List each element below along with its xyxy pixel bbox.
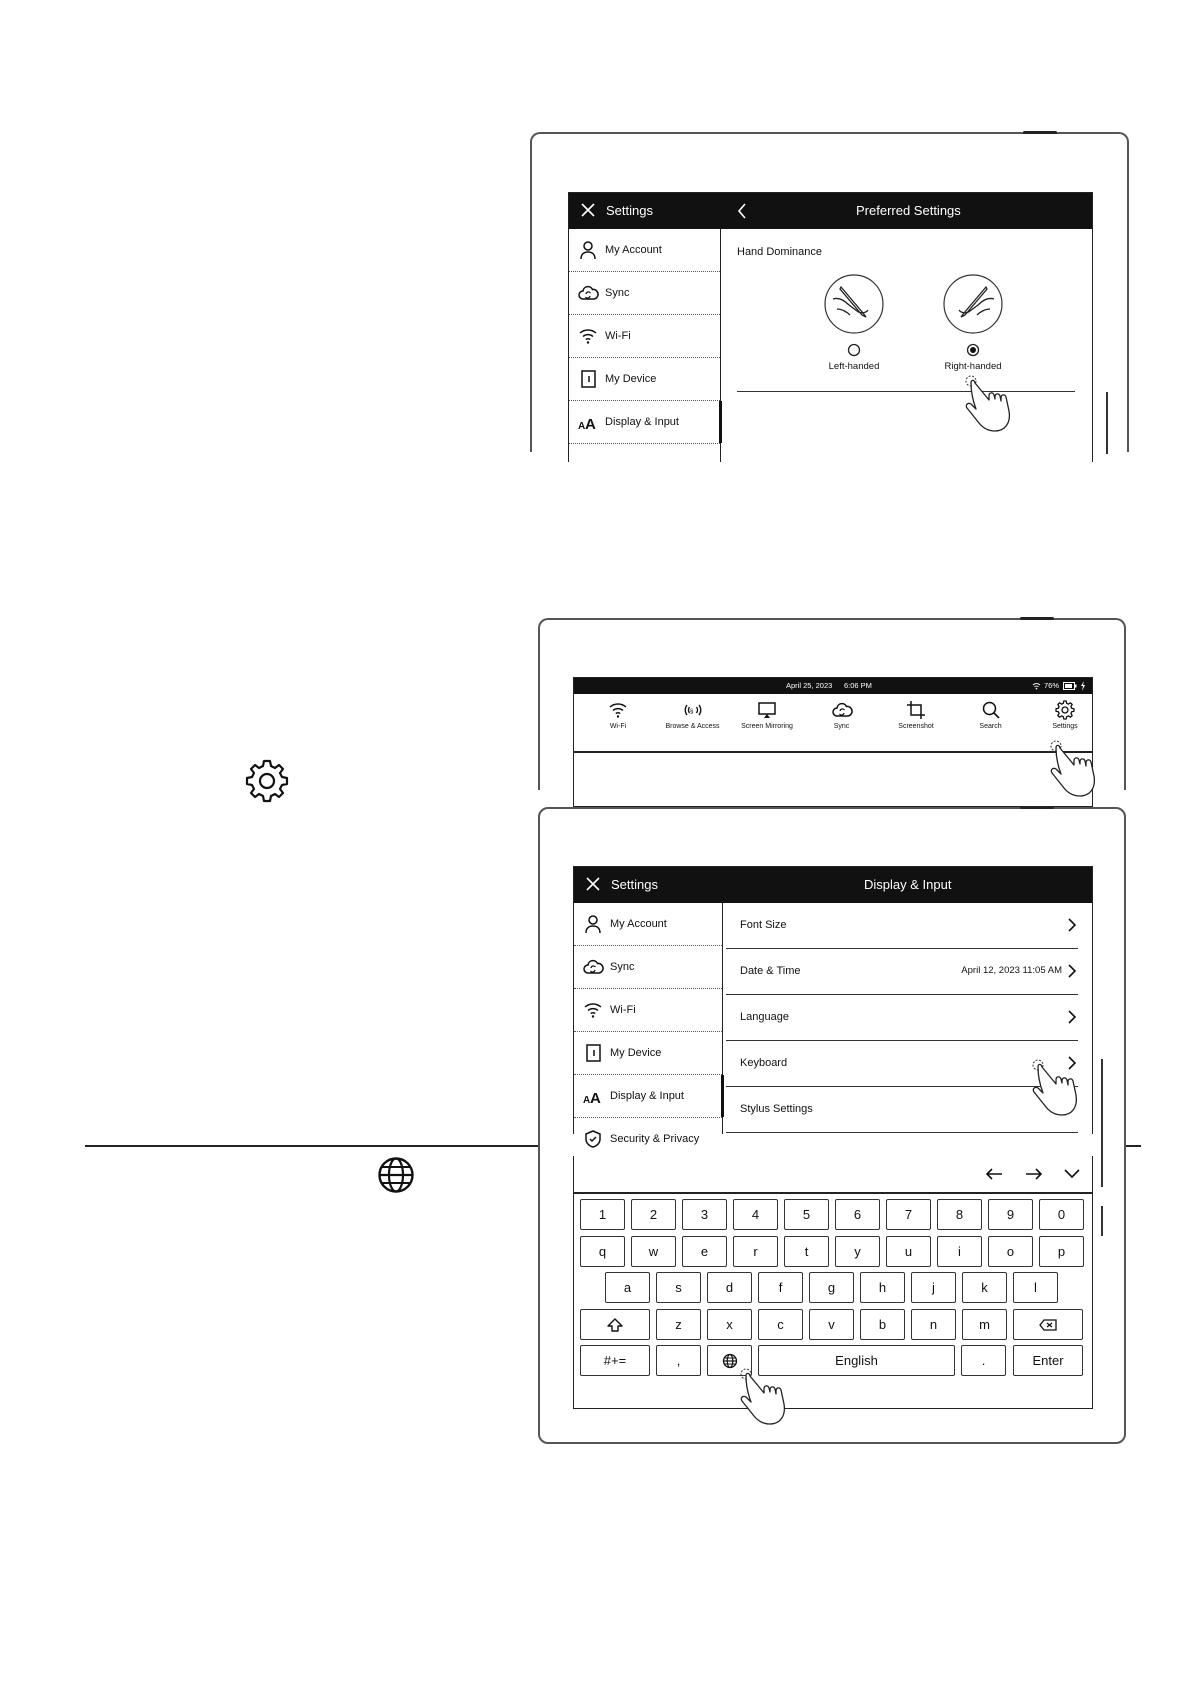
arrow-left-icon[interactable] (985, 1168, 1003, 1180)
key[interactable]: h (860, 1272, 905, 1303)
sidebar-item[interactable] (574, 1032, 722, 1075)
home-screen (573, 677, 1093, 807)
shield-icon (583, 1129, 603, 1149)
close-icon[interactable] (585, 876, 601, 892)
arrow-right-icon[interactable] (1025, 1168, 1043, 1180)
keyboard-screen (573, 1156, 1093, 1409)
key[interactable]: u (886, 1236, 931, 1267)
font-size-icon (578, 412, 598, 432)
section-rule (737, 391, 1075, 392)
key[interactable]: 9 (988, 1199, 1033, 1230)
chevron-right-icon (1066, 1009, 1078, 1025)
sidebar-item-label: Wi-Fi (605, 330, 631, 342)
quick-setting[interactable] (880, 700, 952, 730)
shift-key[interactable] (580, 1309, 650, 1340)
wifi-icon (583, 1000, 603, 1020)
tap-hand-icon (1044, 738, 1104, 808)
key[interactable]: w (631, 1236, 676, 1267)
left-handed-label: Left-handed (828, 361, 880, 372)
collapse-keyboard-icon[interactable] (1064, 1169, 1080, 1179)
sidebar-item-label: My Device (605, 373, 657, 385)
key[interactable]: 4 (733, 1199, 778, 1230)
sidebar-item-label: Display & Input (610, 1090, 684, 1102)
tap-hand-icon (734, 1366, 794, 1436)
sidebar-item-label: My Account (610, 918, 667, 930)
status-bar (574, 678, 1092, 694)
sidebar-item-label: Display & Input (605, 416, 679, 428)
hand-dominance-label: Hand Dominance (737, 246, 822, 258)
key[interactable]: 1 (580, 1199, 625, 1230)
sidebar-item[interactable] (569, 272, 720, 315)
wifi-icon (578, 326, 598, 346)
status-date: April 25, 2023 (786, 681, 833, 690)
sidebar-item[interactable] (569, 401, 720, 444)
sidebar-item[interactable] (574, 946, 722, 989)
sidebar-item-label: Security & Privacy (610, 1133, 700, 1145)
radio-unchecked-icon[interactable] (847, 343, 861, 357)
space-key[interactable]: English (758, 1345, 955, 1376)
right-hand-writing-icon (942, 273, 1004, 335)
right-handed-label: Right-handed (944, 361, 1002, 372)
key[interactable]: 6 (835, 1199, 880, 1230)
quick-setting[interactable] (582, 700, 654, 730)
quick-setting[interactable] (1029, 700, 1101, 730)
sidebar-item[interactable] (574, 903, 722, 946)
device-frame-preferred (530, 132, 1129, 452)
quick-setting[interactable] (955, 700, 1027, 730)
chevron-right-icon (1066, 963, 1078, 979)
settings-row-label: Language (740, 1011, 789, 1023)
key[interactable]: e (682, 1236, 727, 1267)
key[interactable]: s (656, 1272, 701, 1303)
quick-setting[interactable] (806, 700, 878, 730)
globe-icon (377, 1156, 415, 1194)
comma-key[interactable]: , (656, 1345, 701, 1376)
tap-hand-icon (959, 373, 1019, 443)
quick-setting-label: Screenshot (898, 723, 934, 730)
key[interactable]: m (962, 1309, 1007, 1340)
key[interactable]: d (707, 1272, 752, 1303)
browse-access-icon (683, 700, 703, 720)
quick-setting-label: Screen Mirroring (741, 723, 793, 730)
key[interactable]: 0 (1039, 1199, 1084, 1230)
gear-icon (1055, 700, 1075, 720)
key[interactable]: y (835, 1236, 880, 1267)
key[interactable]: b (860, 1309, 905, 1340)
quick-setting-label: Browse & Access (665, 723, 720, 730)
tap-hand-icon (1026, 1057, 1086, 1127)
wifi-icon (608, 700, 628, 720)
key[interactable]: c (758, 1309, 803, 1340)
sidebar-item-label: Sync (605, 287, 630, 299)
key[interactable]: q (580, 1236, 625, 1267)
battery-percent: 76% (1044, 681, 1060, 690)
key[interactable]: g (809, 1272, 854, 1303)
panel-title: Preferred Settings (856, 203, 961, 218)
device-frame-display-input (538, 807, 1126, 1444)
quick-setting-label: Settings (1052, 723, 1078, 730)
key[interactable]: v (809, 1309, 854, 1340)
key[interactable]: a (605, 1272, 650, 1303)
svg-text:§: § (689, 709, 693, 715)
keyboard-toolbar-rule (574, 1192, 1092, 1194)
sidebar-item-label: Wi-Fi (610, 1004, 636, 1016)
battery-icon (1063, 682, 1077, 690)
settings-sidebar (569, 229, 721, 462)
lightning-icon (1080, 681, 1086, 691)
settings-sidebar (574, 903, 723, 1145)
right-handed-option[interactable] (933, 273, 1013, 373)
sidebar-item[interactable] (569, 315, 720, 358)
svg-text:A: A (578, 421, 586, 432)
settings-titlebar (569, 193, 1092, 229)
sidebar-item[interactable] (569, 229, 720, 272)
key[interactable]: n (911, 1309, 956, 1340)
settings-row[interactable] (726, 949, 1078, 995)
settings-row-label: Date & Time (740, 965, 801, 977)
person-icon (583, 914, 603, 934)
person-icon (578, 240, 598, 260)
radio-checked-icon[interactable] (966, 343, 980, 357)
status-time: 6:06 PM (844, 681, 872, 690)
key[interactable]: 2 (631, 1199, 676, 1230)
key[interactable]: 3 (682, 1199, 727, 1230)
key[interactable]: o (988, 1236, 1033, 1267)
sidebar-item[interactable] (574, 1118, 722, 1161)
chevron-right-icon (1066, 917, 1078, 933)
key[interactable]: t (784, 1236, 829, 1267)
device-icon (578, 369, 598, 389)
gear-icon (244, 758, 290, 804)
left-handed-option[interactable] (817, 273, 891, 373)
sidebar-item-label: My Account (605, 244, 662, 256)
cloud-sync-icon (832, 700, 852, 720)
key[interactable]: 5 (784, 1199, 829, 1230)
key[interactable]: f (758, 1272, 803, 1303)
cloud-sync-icon (583, 957, 603, 977)
wifi-status-icon (1032, 682, 1041, 690)
key[interactable]: 7 (886, 1199, 931, 1230)
quick-setting-label: Wi-Fi (609, 723, 627, 730)
svg-text:A: A (590, 1090, 601, 1107)
settings-row-label: Stylus Settings (740, 1103, 813, 1115)
quick-setting-label: Search (979, 723, 1002, 730)
key[interactable]: 8 (937, 1199, 982, 1230)
quick-setting[interactable] (731, 700, 803, 730)
cloud-sync-icon (578, 283, 598, 303)
key[interactable]: k (962, 1272, 1007, 1303)
settings-screen (568, 192, 1093, 462)
svg-text:A: A (583, 1095, 591, 1106)
key[interactable]: x (707, 1309, 752, 1340)
close-icon[interactable] (580, 202, 596, 218)
key[interactable]: z (656, 1309, 701, 1340)
backspace-key[interactable] (1013, 1309, 1083, 1340)
period-key[interactable]: . (961, 1345, 1006, 1376)
key[interactable]: j (911, 1272, 956, 1303)
key[interactable]: r (733, 1236, 778, 1267)
backspace-icon (1039, 1319, 1057, 1331)
key[interactable]: l (1013, 1272, 1058, 1303)
search-icon (981, 700, 1001, 720)
svg-text:A: A (585, 416, 596, 433)
sidebar-item[interactable] (569, 358, 720, 401)
quick-setting[interactable] (657, 700, 729, 730)
left-hand-writing-icon (823, 273, 885, 335)
device-icon (583, 1043, 603, 1063)
device-frame-quick-settings (538, 618, 1126, 790)
symbols-key[interactable]: #+= (580, 1345, 650, 1376)
font-size-icon (583, 1086, 603, 1106)
quick-bar-rule (574, 751, 1092, 753)
display-input-screen (573, 866, 1093, 1145)
settings-row[interactable] (726, 995, 1078, 1041)
key[interactable]: p (1039, 1236, 1084, 1267)
shift-icon (607, 1318, 623, 1332)
sidebar-item-label: Sync (610, 961, 635, 973)
panel-title: Display & Input (864, 877, 952, 892)
sidebar-item[interactable] (574, 989, 722, 1032)
screen-mirroring-icon (757, 700, 777, 720)
settings-row-label: Font Size (740, 919, 787, 931)
settings-row[interactable] (726, 903, 1078, 949)
crop-icon (906, 700, 926, 720)
back-chevron-icon[interactable] (737, 202, 747, 220)
quick-setting-label: Sync (833, 723, 850, 730)
settings-title: Settings (606, 203, 653, 218)
sidebar-item[interactable] (574, 1075, 722, 1118)
settings-row-value: April 12, 2023 11:05 AM (961, 965, 1062, 976)
settings-title: Settings (611, 877, 658, 892)
key[interactable]: i (937, 1236, 982, 1267)
settings-titlebar (574, 867, 1092, 903)
sidebar-item-label: My Device (610, 1047, 662, 1059)
settings-row-label: Keyboard (740, 1057, 788, 1069)
enter-key[interactable]: Enter (1013, 1345, 1083, 1376)
